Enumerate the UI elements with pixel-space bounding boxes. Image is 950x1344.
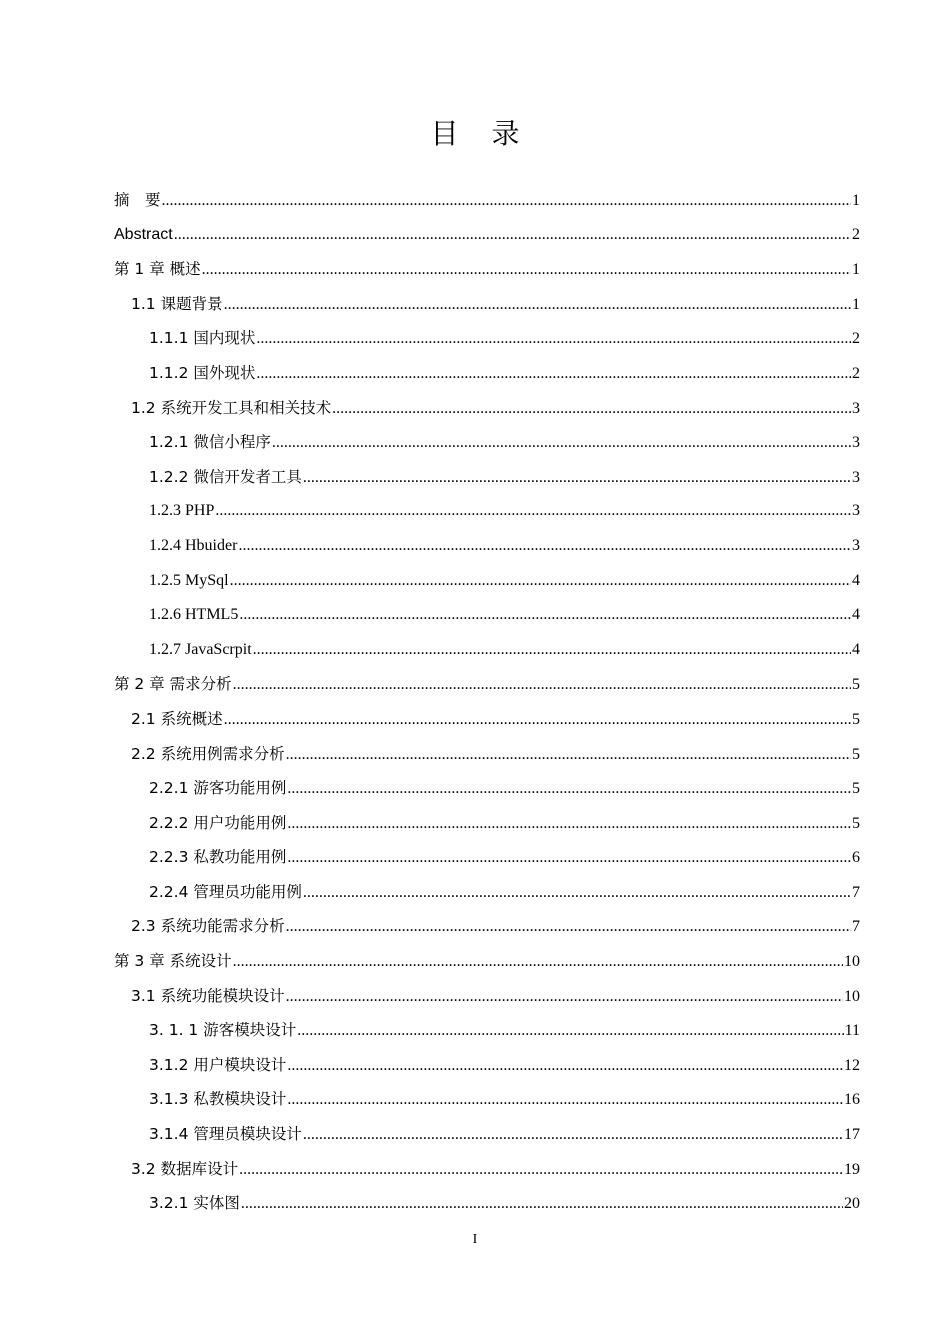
dot-leader — [215, 494, 851, 529]
toc-entry-page: 4 — [852, 640, 860, 658]
toc-entry-page: 2 — [852, 364, 860, 382]
toc-entry-2-2-4[interactable] — [114, 875, 860, 910]
toc-entry-label: 1.2.2 微信开发者工具 — [149, 467, 302, 486]
toc-entry-label: 1.1.1 国内现状 — [149, 329, 256, 348]
toc-entry-page: 1 — [852, 295, 860, 313]
toc-entry-label: Abstract — [114, 225, 173, 243]
toc-entry-chapter-3[interactable] — [114, 944, 860, 979]
toc-entry-page: 12 — [844, 1056, 860, 1074]
toc-entry-chapter-2[interactable] — [114, 667, 860, 702]
dot-leader — [202, 253, 851, 288]
toc-entry-3-2[interactable] — [114, 1152, 860, 1187]
toc-entry-label: 1.2.3 PHP — [149, 502, 215, 520]
toc-entry-label: 第 1 章 概述 — [114, 260, 201, 279]
dot-leader — [162, 184, 851, 219]
toc-entry-1-1-2[interactable] — [114, 356, 860, 391]
toc-entry-1-1[interactable] — [114, 287, 860, 322]
dot-leader — [239, 598, 851, 633]
toc-entry-page: 3 — [852, 434, 860, 452]
dot-leader — [332, 392, 851, 427]
toc-entry-label: 3. 1. 1 游客模块设计 — [149, 1021, 297, 1040]
toc-entry-page: 10 — [844, 987, 860, 1005]
toc-entry-1-2-1[interactable] — [114, 425, 860, 460]
toc-entry-1-1-1[interactable] — [114, 321, 860, 356]
dot-leader — [286, 980, 843, 1015]
toc-entry-label: 2.2.3 私教功能用例 — [149, 848, 287, 867]
dot-leader — [287, 807, 851, 842]
toc-entry-label: 2.3 系统功能需求分析 — [131, 917, 285, 936]
toc-entry-label: 3.2.1 实体图 — [149, 1194, 240, 1213]
dot-leader — [303, 461, 851, 496]
toc-entry-2-1[interactable] — [114, 702, 860, 737]
dot-leader — [287, 1049, 843, 1084]
toc-entry-3-1-4[interactable] — [114, 1117, 860, 1152]
dot-leader — [239, 1153, 843, 1188]
toc-entry-page: 3 — [852, 468, 860, 486]
dot-leader — [253, 633, 851, 668]
dot-leader — [230, 564, 851, 599]
toc-entry-page: 3 — [852, 536, 860, 554]
toc-entry-label: 2.1 系统概述 — [131, 709, 223, 728]
toc-entry-1-2-2[interactable] — [114, 460, 860, 495]
toc-entry-page: 5 — [852, 710, 860, 728]
dot-leader — [286, 910, 851, 945]
toc-entry-chapter-1[interactable] — [114, 252, 860, 287]
toc-entry-page: 4 — [852, 571, 860, 589]
toc-entry-3-1-3[interactable] — [114, 1082, 860, 1117]
toc-entry-page: 2 — [852, 330, 860, 348]
dot-leader — [224, 288, 851, 323]
toc-entry-page: 5 — [852, 745, 860, 763]
toc-entry-page: 6 — [852, 849, 860, 867]
toc-entry-3-1-2[interactable] — [114, 1048, 860, 1083]
toc-entry-page: 19 — [844, 1160, 860, 1178]
toc-entry-label: 1.1 课题背景 — [131, 294, 223, 313]
toc-entry-page: 3 — [852, 502, 860, 520]
dot-leader — [256, 357, 851, 392]
dot-leader — [297, 1014, 843, 1049]
toc-entry-abstract-cn[interactable] — [114, 183, 860, 218]
toc-entry-2-2-1[interactable] — [114, 771, 860, 806]
dot-leader — [272, 426, 851, 461]
toc-entry-label: 第 3 章 系统设计 — [114, 952, 232, 971]
toc-entry-page: 17 — [844, 1126, 860, 1144]
dot-leader — [303, 876, 851, 911]
toc-entry-label: 1.1.2 国外现状 — [149, 363, 256, 382]
toc-entry-page: 16 — [844, 1091, 860, 1109]
toc-entry-2-2-2[interactable] — [114, 806, 860, 841]
toc-entry-page: 2 — [852, 225, 860, 243]
toc-entry-label: 3.1.4 管理员模块设计 — [149, 1125, 302, 1144]
toc-entry-abstract-en[interactable] — [114, 218, 860, 253]
toc-entry-2-2-3[interactable] — [114, 840, 860, 875]
toc-entry-1-2-7[interactable] — [114, 633, 860, 668]
toc-entry-label: 1.2.6 HTML5 — [149, 606, 239, 624]
dot-leader — [241, 1187, 843, 1222]
toc-entry-label: 2.2 系统用例需求分析 — [131, 744, 285, 763]
toc-entry-3-1[interactable] — [114, 979, 860, 1014]
dot-leader — [256, 322, 851, 357]
dot-leader — [224, 703, 851, 738]
toc-entry-page: 20 — [844, 1195, 860, 1213]
toc-entry-page: 3 — [852, 399, 860, 417]
toc-entry-label: 第 2 章 需求分析 — [114, 675, 232, 694]
toc-entry-1-2-3[interactable] — [114, 494, 860, 529]
toc-entry-label: 1.2.4 Hbuider — [149, 536, 238, 554]
dot-leader — [287, 772, 851, 807]
dot-leader — [238, 529, 851, 564]
dot-leader — [287, 841, 851, 876]
toc-entry-1-2-5[interactable] — [114, 564, 860, 599]
dot-leader — [303, 1118, 843, 1153]
dot-leader — [287, 1083, 843, 1118]
toc-entry-page: 7 — [852, 918, 860, 936]
toc-entry-1-2[interactable] — [114, 391, 860, 426]
toc-entry-label: 3.2 数据库设计 — [131, 1159, 239, 1178]
toc-entry-label: 1.2.1 微信小程序 — [149, 433, 271, 452]
toc-entry-page: 7 — [852, 883, 860, 901]
toc-entry-label: 2.2.2 用户功能用例 — [149, 813, 287, 832]
toc-entry-label: 1.2.7 JavaScrpit — [149, 640, 252, 658]
toc-entry-3-2-1[interactable] — [114, 1186, 860, 1221]
toc-entry-label: 1.2 系统开发工具和相关技术 — [131, 398, 332, 417]
toc-entry-label: 2.2.1 游客功能用例 — [149, 779, 287, 798]
toc-entry-1-2-4[interactable] — [114, 529, 860, 564]
dot-leader — [233, 668, 851, 703]
toc-entry-label: 3.1.2 用户模块设计 — [149, 1055, 287, 1074]
toc-entry-2-2[interactable] — [114, 737, 860, 772]
toc-title: 目 录 — [430, 117, 532, 150]
toc-entry-label: 3.1 系统功能模块设计 — [131, 986, 285, 1005]
toc-entry-label: 摘 要 — [114, 191, 161, 209]
toc-entry-page: 10 — [844, 953, 860, 971]
toc-entry-label: 1.2.5 MySql — [149, 571, 229, 589]
toc-entry-2-3[interactable] — [114, 909, 860, 944]
toc-entry-3-1-1[interactable] — [114, 1013, 860, 1048]
toc-entry-label: 3.1.3 私教模块设计 — [149, 1090, 287, 1109]
toc-entry-page: 1 — [852, 192, 860, 209]
dot-leader — [233, 945, 843, 980]
toc-entry-page: 5 — [852, 676, 860, 694]
toc-entry-1-2-6[interactable] — [114, 598, 860, 633]
dot-leader — [286, 738, 851, 773]
toc-entry-page: 5 — [852, 814, 860, 832]
dot-leader — [174, 218, 851, 253]
toc-entry-page: 4 — [852, 606, 860, 624]
page-number-footer: I — [472, 1232, 478, 1247]
toc-entry-label: 2.2.4 管理员功能用例 — [149, 882, 302, 901]
toc-entry-page: 11 — [844, 1022, 860, 1040]
toc-entry-page: 5 — [852, 780, 860, 798]
table-of-contents — [114, 183, 860, 1221]
toc-entry-page: 1 — [852, 261, 860, 279]
